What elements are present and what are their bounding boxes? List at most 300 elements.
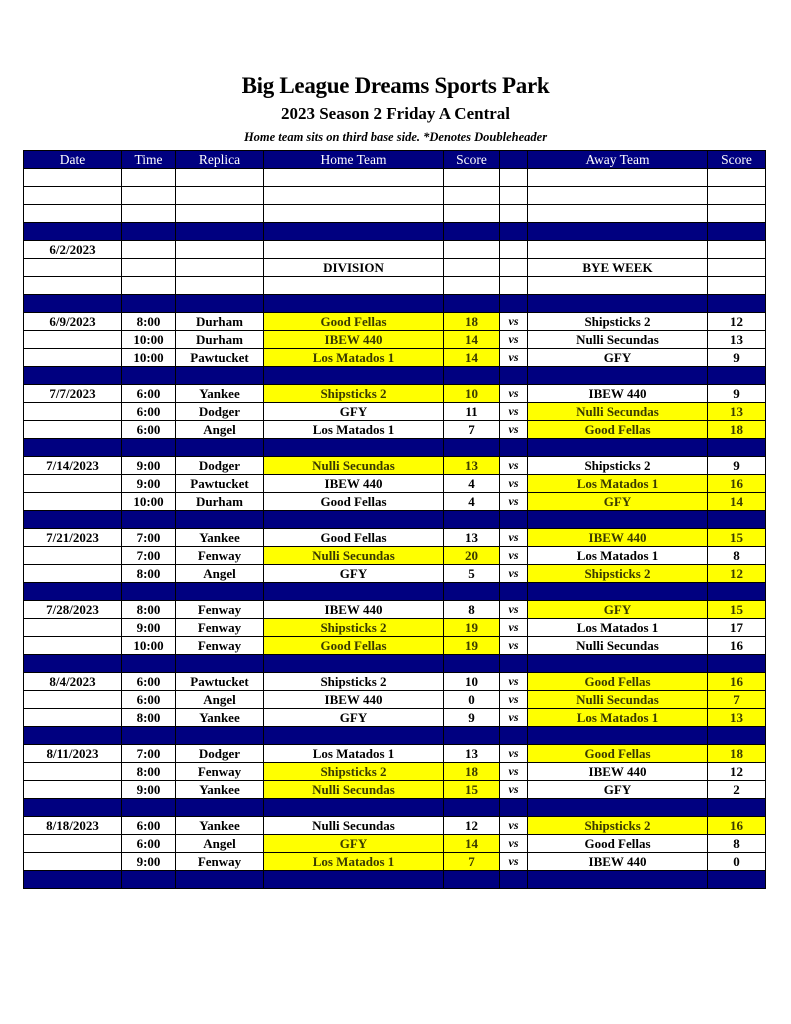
time-cell: 8:00: [122, 601, 176, 619]
replica-cell: Fenway: [176, 619, 264, 637]
home-score-cell: 15: [444, 781, 500, 799]
empty-cell: [528, 511, 708, 529]
away-score-cell: 13: [708, 709, 766, 727]
empty-cell: [24, 565, 122, 583]
home-team-cell: Good Fellas: [264, 493, 444, 511]
vs-label: vs: [500, 673, 528, 691]
empty-cell: [176, 727, 264, 745]
home-team-cell: GFY: [264, 835, 444, 853]
empty-cell: [122, 583, 176, 601]
time-cell: 9:00: [122, 619, 176, 637]
home-team-cell: IBEW 440: [264, 691, 444, 709]
empty-cell: [528, 295, 708, 313]
vs-label: vs: [500, 637, 528, 655]
empty-cell: [24, 709, 122, 727]
home-team-cell: Shipsticks 2: [264, 385, 444, 403]
empty-cell: [528, 367, 708, 385]
empty-cell: [24, 367, 122, 385]
empty-cell: [444, 367, 500, 385]
away-team-cell: IBEW 440: [528, 385, 708, 403]
away-team-cell: Shipsticks 2: [528, 817, 708, 835]
col-away-score: Score: [708, 151, 766, 169]
table-row: [24, 457, 766, 475]
home-team-cell: Good Fellas: [264, 313, 444, 331]
empty-cell: [122, 655, 176, 673]
away-score-cell: 18: [708, 421, 766, 439]
empty-cell: [24, 511, 122, 529]
empty-cell: [122, 223, 176, 241]
empty-cell: [708, 655, 766, 673]
time-cell: 10:00: [122, 637, 176, 655]
empty-cell: [24, 223, 122, 241]
col-vs: [500, 151, 528, 169]
empty-cell: [444, 295, 500, 313]
empty-cell: [176, 439, 264, 457]
empty-cell: [708, 259, 766, 277]
empty-cell: [444, 655, 500, 673]
vs-label: vs: [500, 313, 528, 331]
home-team-cell: Shipsticks 2: [264, 673, 444, 691]
empty-cell: [24, 205, 122, 223]
empty-cell: [176, 187, 264, 205]
away-score-cell: 12: [708, 565, 766, 583]
home-team-cell: DIVISION: [264, 259, 444, 277]
week-separator: [24, 799, 766, 817]
empty-cell: [444, 205, 500, 223]
away-team-cell: IBEW 440: [528, 853, 708, 871]
empty-cell: [264, 367, 444, 385]
away-team-cell: Nulli Secundas: [528, 637, 708, 655]
empty-cell: [24, 421, 122, 439]
date-cell: 7/14/2023: [24, 457, 122, 475]
home-team-cell: Los Matados 1: [264, 745, 444, 763]
empty-cell: [176, 277, 264, 295]
empty-cell: [24, 187, 122, 205]
table-row: [24, 619, 766, 637]
col-date: Date: [24, 151, 122, 169]
home-team-cell: Shipsticks 2: [264, 763, 444, 781]
empty-cell: [24, 331, 122, 349]
empty-cell: [528, 655, 708, 673]
table-row: [24, 313, 766, 331]
empty-cell: [528, 277, 708, 295]
empty-cell: [176, 259, 264, 277]
date-cell: 8/18/2023: [24, 817, 122, 835]
away-team-cell: IBEW 440: [528, 763, 708, 781]
table-row: [24, 241, 766, 259]
time-cell: 6:00: [122, 817, 176, 835]
vs-label: vs: [500, 781, 528, 799]
vs-label: vs: [500, 421, 528, 439]
away-team-cell: GFY: [528, 349, 708, 367]
away-score-cell: 14: [708, 493, 766, 511]
vs-label: vs: [500, 619, 528, 637]
empty-cell: [24, 169, 122, 187]
home-score-cell: 5: [444, 565, 500, 583]
time-cell: 6:00: [122, 673, 176, 691]
away-score-cell: 13: [708, 331, 766, 349]
table-row: [24, 349, 766, 367]
empty-cell: [708, 241, 766, 259]
empty-cell: [708, 169, 766, 187]
home-team-cell: Nulli Secundas: [264, 547, 444, 565]
empty-cell: [264, 439, 444, 457]
vs-label: vs: [500, 529, 528, 547]
empty-cell: [264, 241, 444, 259]
table-row: [24, 853, 766, 871]
home-score-cell: 14: [444, 331, 500, 349]
empty-cell: [176, 223, 264, 241]
empty-cell: [24, 403, 122, 421]
table-row: [24, 493, 766, 511]
empty-cell: [24, 349, 122, 367]
away-team-cell: Nulli Secundas: [528, 691, 708, 709]
replica-cell: Fenway: [176, 763, 264, 781]
vs-label: vs: [500, 493, 528, 511]
date-cell: 6/2/2023: [24, 241, 122, 259]
empty-cell: [122, 205, 176, 223]
away-score-cell: 16: [708, 673, 766, 691]
home-score-cell: 9: [444, 709, 500, 727]
empty-cell: [500, 295, 528, 313]
home-score-cell: 4: [444, 493, 500, 511]
col-home-score: Score: [444, 151, 500, 169]
empty-cell: [24, 259, 122, 277]
header-row: [24, 151, 766, 169]
replica-cell: Angel: [176, 691, 264, 709]
away-score-cell: 12: [708, 763, 766, 781]
empty-cell: [708, 511, 766, 529]
home-team-cell: Nulli Secundas: [264, 781, 444, 799]
vs-label: vs: [500, 385, 528, 403]
home-team-cell: IBEW 440: [264, 331, 444, 349]
empty-cell: [528, 223, 708, 241]
away-team-cell: Good Fellas: [528, 835, 708, 853]
week-separator: [24, 655, 766, 673]
empty-cell: [444, 799, 500, 817]
away-team-cell: GFY: [528, 601, 708, 619]
replica-cell: Yankee: [176, 385, 264, 403]
page-title: Big League Dreams Sports Park: [241, 73, 550, 98]
table-row: [24, 331, 766, 349]
col-away-team: Away Team: [528, 151, 708, 169]
away-score-cell: 15: [708, 601, 766, 619]
replica-cell: Dodger: [176, 403, 264, 421]
week-separator: [24, 727, 766, 745]
replica-cell: Pawtucket: [176, 349, 264, 367]
home-score-cell: 8: [444, 601, 500, 619]
home-team-cell: Nulli Secundas: [264, 457, 444, 475]
empty-cell: [500, 799, 528, 817]
away-team-cell: BYE WEEK: [528, 259, 708, 277]
away-score-cell: 16: [708, 475, 766, 493]
vs-label: vs: [500, 853, 528, 871]
time-cell: 10:00: [122, 349, 176, 367]
table-row: [24, 673, 766, 691]
time-cell: 6:00: [122, 835, 176, 853]
away-score-cell: 7: [708, 691, 766, 709]
date-cell: 8/4/2023: [24, 673, 122, 691]
away-score-cell: 2: [708, 781, 766, 799]
empty-cell: [500, 655, 528, 673]
vs-label: vs: [500, 331, 528, 349]
table-row: [24, 709, 766, 727]
vs-label: vs: [500, 745, 528, 763]
replica-cell: Yankee: [176, 529, 264, 547]
empty-cell: [176, 169, 264, 187]
empty-cell: [24, 619, 122, 637]
empty-cell: [528, 187, 708, 205]
date-cell: 6/9/2023: [24, 313, 122, 331]
time-cell: 10:00: [122, 331, 176, 349]
empty-cell: [708, 583, 766, 601]
away-team-cell: Good Fellas: [528, 421, 708, 439]
empty-cell: [500, 241, 528, 259]
empty-cell: [24, 439, 122, 457]
empty-cell: [528, 799, 708, 817]
empty-cell: [500, 277, 528, 295]
empty-cell: [528, 727, 708, 745]
replica-cell: Dodger: [176, 457, 264, 475]
empty-cell: [264, 799, 444, 817]
away-score-cell: 12: [708, 313, 766, 331]
empty-cell: [24, 763, 122, 781]
home-team-cell: Los Matados 1: [264, 349, 444, 367]
away-score-cell: 0: [708, 853, 766, 871]
away-score-cell: 16: [708, 817, 766, 835]
empty-cell: [122, 871, 176, 889]
empty-cell: [176, 655, 264, 673]
time-cell: 9:00: [122, 475, 176, 493]
vs-label: vs: [500, 547, 528, 565]
empty-cell: [24, 727, 122, 745]
away-team-cell: GFY: [528, 493, 708, 511]
empty-cell: [264, 295, 444, 313]
replica-cell: Angel: [176, 421, 264, 439]
away-score-cell: 9: [708, 457, 766, 475]
empty-cell: [122, 241, 176, 259]
date-cell: 8/11/2023: [24, 745, 122, 763]
empty-cell: [122, 295, 176, 313]
empty-cell: [528, 583, 708, 601]
empty-cell: [500, 727, 528, 745]
empty-cell: [176, 511, 264, 529]
away-team-cell: Los Matados 1: [528, 619, 708, 637]
empty-cell: [24, 277, 122, 295]
empty-cell: [264, 277, 444, 295]
empty-cell: [708, 223, 766, 241]
time-cell: 9:00: [122, 457, 176, 475]
home-score-cell: 10: [444, 673, 500, 691]
replica-cell: Fenway: [176, 601, 264, 619]
empty-cell: [24, 547, 122, 565]
table-row: [24, 745, 766, 763]
empty-cell: [264, 187, 444, 205]
empty-cell: [444, 871, 500, 889]
empty-cell: [528, 205, 708, 223]
home-score-cell: 14: [444, 835, 500, 853]
time-cell: 9:00: [122, 853, 176, 871]
empty-cell: [24, 835, 122, 853]
empty-cell: [444, 277, 500, 295]
empty-cell: [24, 799, 122, 817]
empty-cell: [264, 727, 444, 745]
home-score-cell: 0: [444, 691, 500, 709]
empty-cell: [708, 439, 766, 457]
home-score-cell: 19: [444, 619, 500, 637]
away-team-cell: Good Fellas: [528, 745, 708, 763]
table-row: [24, 547, 766, 565]
away-score-cell: 9: [708, 385, 766, 403]
empty-cell: [24, 493, 122, 511]
empty-cell: [264, 583, 444, 601]
empty-cell: [176, 871, 264, 889]
empty-cell: [176, 295, 264, 313]
replica-cell: Durham: [176, 331, 264, 349]
vs-label: vs: [500, 691, 528, 709]
replica-cell: Angel: [176, 835, 264, 853]
empty-cell: [444, 187, 500, 205]
away-team-cell: Los Matados 1: [528, 709, 708, 727]
date-cell: 7/21/2023: [24, 529, 122, 547]
blank-row: [24, 187, 766, 205]
empty-cell: [176, 241, 264, 259]
table-row: [24, 529, 766, 547]
empty-cell: [528, 169, 708, 187]
col-home-team: Home Team: [264, 151, 444, 169]
home-team-cell: Good Fellas: [264, 637, 444, 655]
empty-cell: [122, 367, 176, 385]
empty-cell: [500, 367, 528, 385]
replica-cell: Fenway: [176, 637, 264, 655]
home-team-cell: Los Matados 1: [264, 421, 444, 439]
away-team-cell: Los Matados 1: [528, 475, 708, 493]
home-score-cell: 4: [444, 475, 500, 493]
time-cell: 6:00: [122, 403, 176, 421]
table-row: [24, 385, 766, 403]
empty-cell: [444, 169, 500, 187]
table-row: [24, 835, 766, 853]
schedule-note: Home team sits on third base side. *Denotes Doubleheader: [243, 130, 548, 144]
vs-label: vs: [500, 835, 528, 853]
table-row: [24, 565, 766, 583]
empty-cell: [528, 871, 708, 889]
time-cell: 6:00: [122, 385, 176, 403]
page-subtitle: 2023 Season 2 Friday A Central: [280, 104, 511, 123]
empty-cell: [176, 583, 264, 601]
table-row: [24, 781, 766, 799]
time-cell: 7:00: [122, 529, 176, 547]
empty-cell: [444, 223, 500, 241]
empty-cell: [444, 439, 500, 457]
replica-cell: Pawtucket: [176, 475, 264, 493]
table-row: [24, 421, 766, 439]
table-row: [24, 403, 766, 421]
empty-cell: [264, 655, 444, 673]
away-score-cell: 9: [708, 349, 766, 367]
week-separator: [24, 295, 766, 313]
week-separator: [24, 439, 766, 457]
away-team-cell: Nulli Secundas: [528, 331, 708, 349]
week-separator: [24, 511, 766, 529]
vs-label: vs: [500, 601, 528, 619]
date-cell: 7/7/2023: [24, 385, 122, 403]
empty-cell: [444, 259, 500, 277]
home-team-cell: Good Fellas: [264, 529, 444, 547]
time-cell: 9:00: [122, 781, 176, 799]
date-cell: 7/28/2023: [24, 601, 122, 619]
replica-cell: Durham: [176, 313, 264, 331]
away-team-cell: Good Fellas: [528, 673, 708, 691]
time-cell: 6:00: [122, 421, 176, 439]
empty-cell: [528, 241, 708, 259]
empty-cell: [122, 169, 176, 187]
replica-cell: Yankee: [176, 817, 264, 835]
week-separator: [24, 871, 766, 889]
empty-cell: [24, 295, 122, 313]
time-cell: 8:00: [122, 313, 176, 331]
empty-cell: [176, 367, 264, 385]
away-score-cell: 8: [708, 835, 766, 853]
empty-cell: [24, 781, 122, 799]
replica-cell: Dodger: [176, 745, 264, 763]
empty-cell: [708, 871, 766, 889]
empty-cell: [122, 439, 176, 457]
empty-cell: [264, 223, 444, 241]
home-score-cell: 13: [444, 457, 500, 475]
home-score-cell: 13: [444, 529, 500, 547]
empty-cell: [122, 511, 176, 529]
empty-cell: [122, 187, 176, 205]
empty-cell: [708, 799, 766, 817]
empty-cell: [264, 511, 444, 529]
empty-cell: [500, 583, 528, 601]
empty-cell: [500, 187, 528, 205]
home-score-cell: 18: [444, 763, 500, 781]
empty-cell: [122, 799, 176, 817]
time-cell: 8:00: [122, 709, 176, 727]
empty-cell: [264, 205, 444, 223]
table-row: [24, 691, 766, 709]
table-row: [24, 817, 766, 835]
blank-row: [24, 205, 766, 223]
home-score-cell: 12: [444, 817, 500, 835]
away-score-cell: 18: [708, 745, 766, 763]
empty-cell: [708, 205, 766, 223]
home-score-cell: 10: [444, 385, 500, 403]
empty-cell: [24, 655, 122, 673]
time-cell: 7:00: [122, 547, 176, 565]
empty-cell: [708, 187, 766, 205]
vs-label: vs: [500, 403, 528, 421]
empty-cell: [708, 277, 766, 295]
home-team-cell: GFY: [264, 709, 444, 727]
table-row: [24, 475, 766, 493]
time-cell: 7:00: [122, 745, 176, 763]
empty-cell: [24, 583, 122, 601]
home-team-cell: Los Matados 1: [264, 853, 444, 871]
home-team-cell: GFY: [264, 403, 444, 421]
replica-cell: Durham: [176, 493, 264, 511]
empty-cell: [528, 439, 708, 457]
vs-label: vs: [500, 709, 528, 727]
replica-cell: Fenway: [176, 853, 264, 871]
empty-cell: [122, 259, 176, 277]
home-team-cell: GFY: [264, 565, 444, 583]
col-time: Time: [122, 151, 176, 169]
blank-row: [24, 169, 766, 187]
replica-cell: Yankee: [176, 709, 264, 727]
